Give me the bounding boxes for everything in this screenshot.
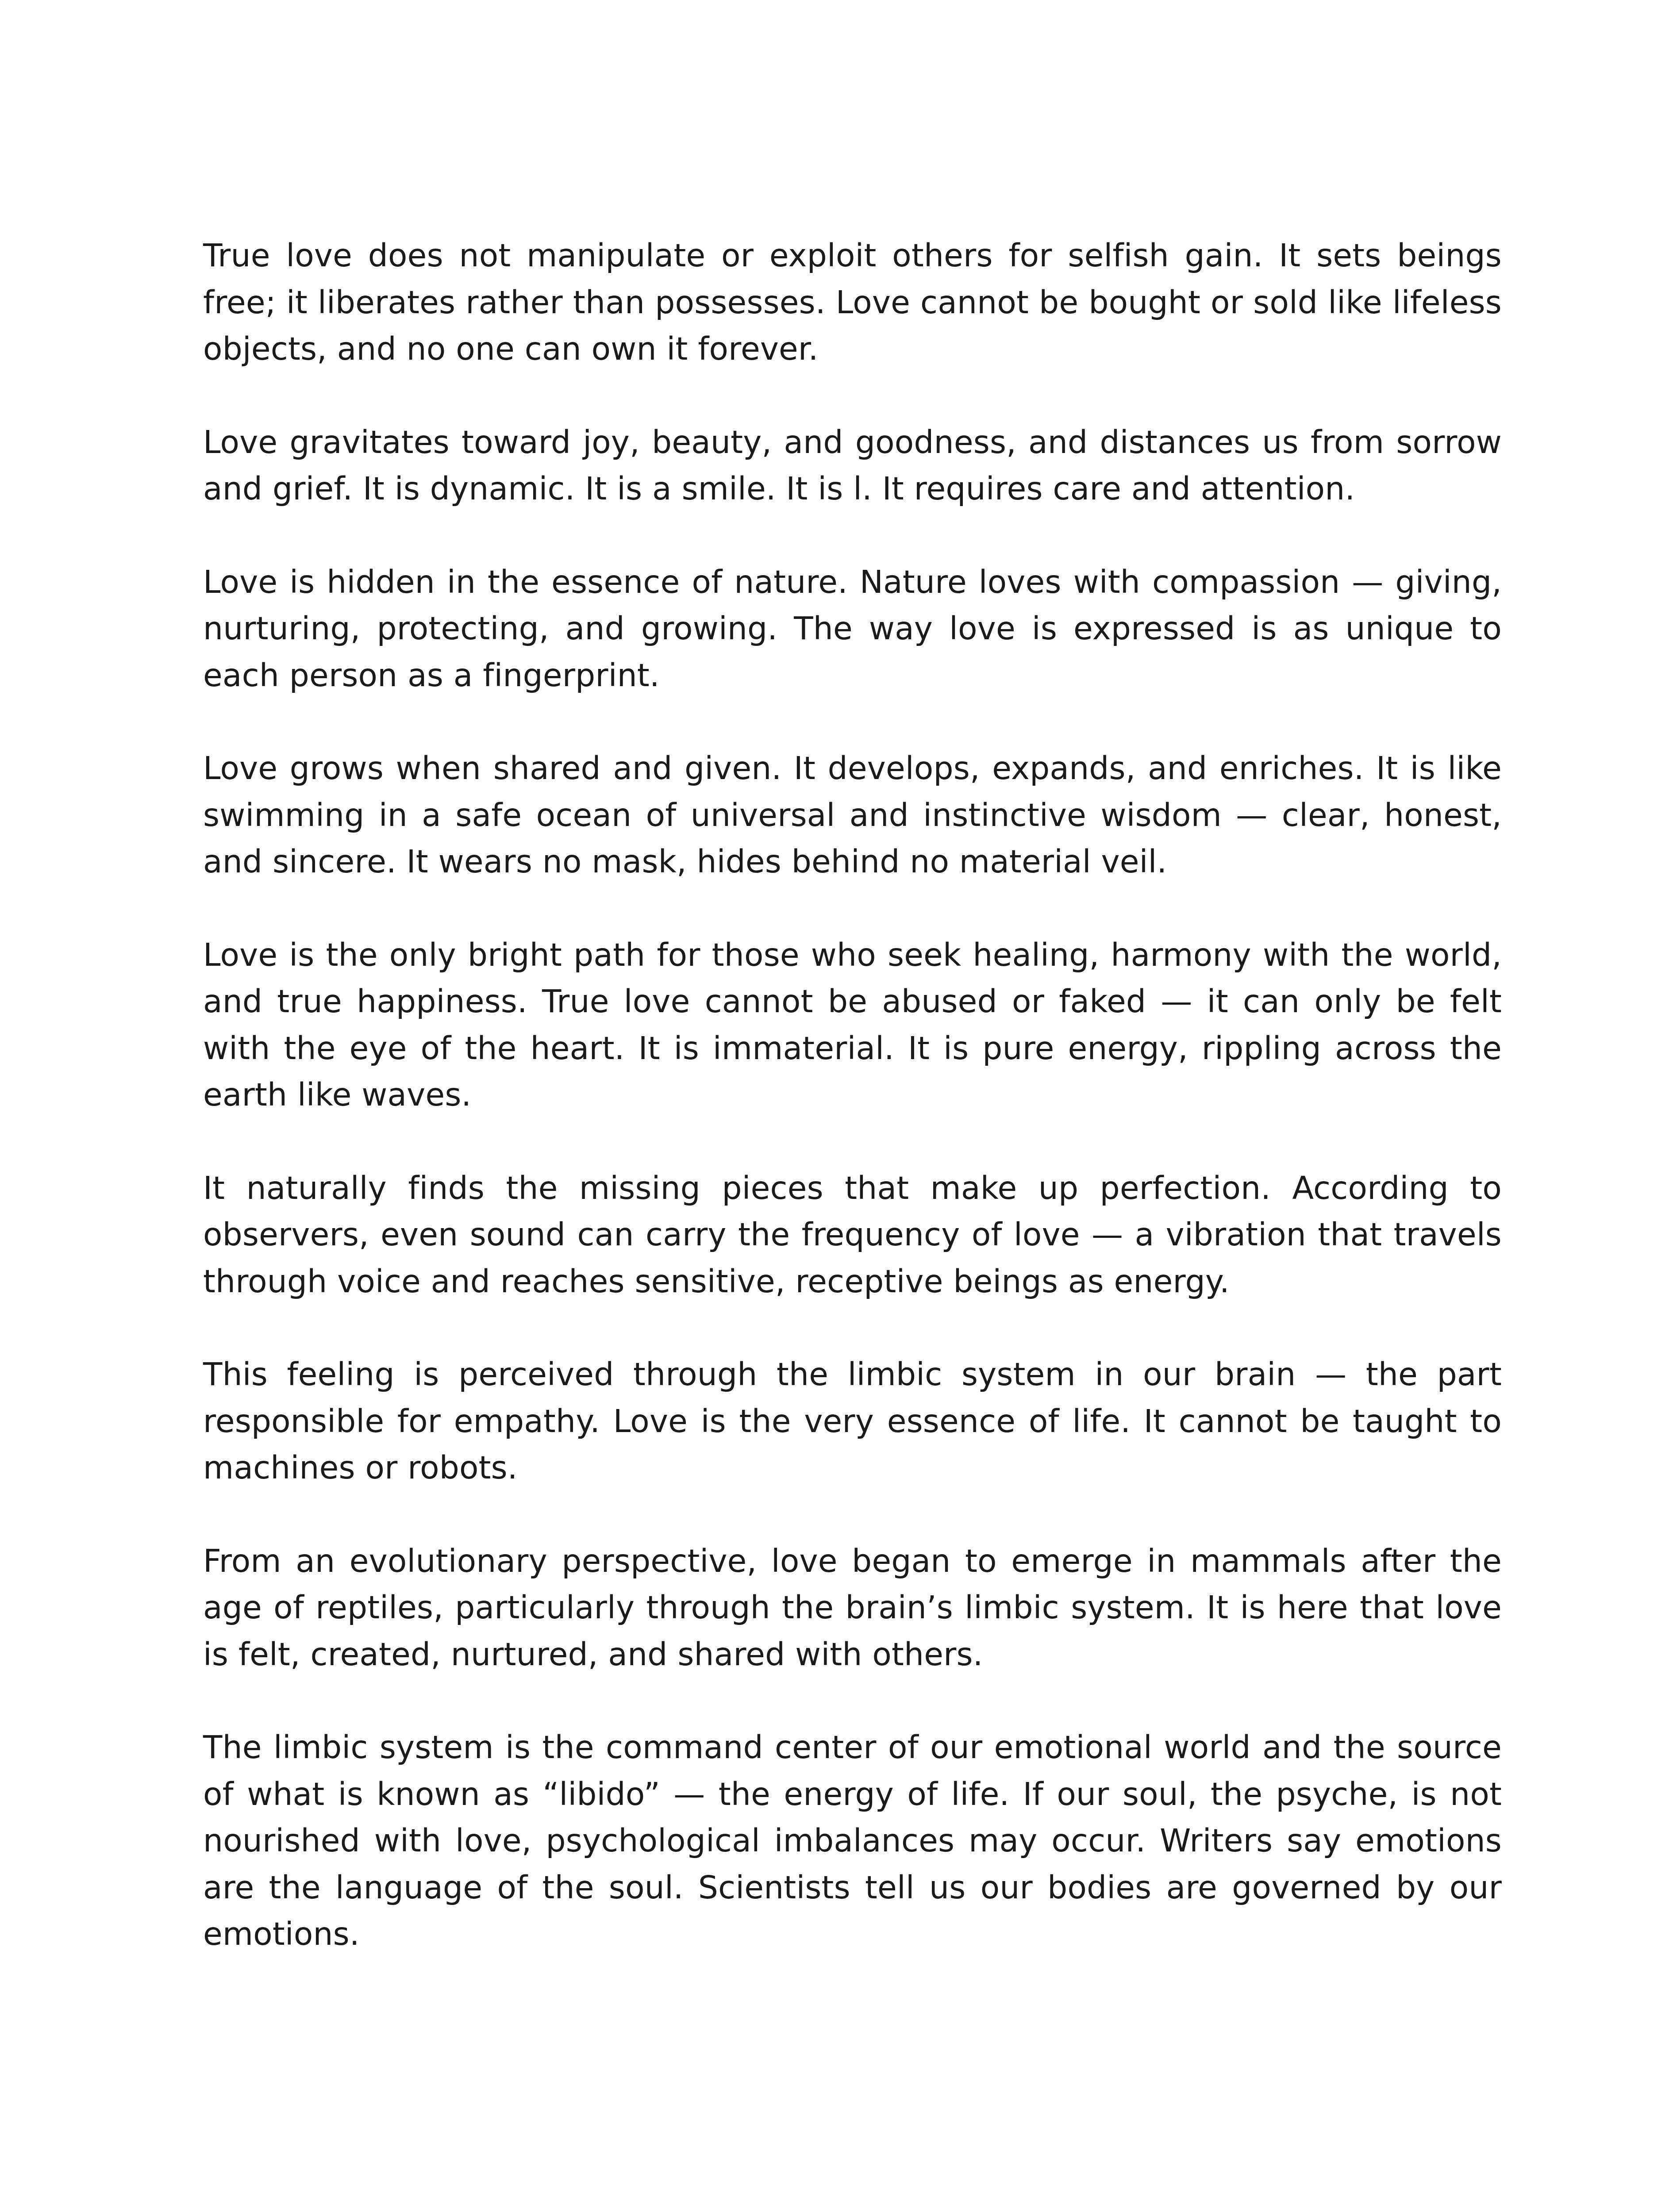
- paragraph-8: From an evolutionary perspective, love began to emerge in mammals after the age of reptiles, particularly through the brain’s limbic system. It is here that love is felt, created, nurtured, and shared with others.: [203, 1542, 1502, 1673]
- paragraph-4: Love grows when shared and given. It develops, expands, and enriches. It is like swimming in a safe ocean of universal and instinctive wisdom — clear, honest, and sincere. It wears no mask, hides behind no material veil.: [203, 750, 1502, 880]
- paragraph-2: Love gravitates toward joy, beauty, and goodness, and distances us from sorrow and grief. It is dynamic. It is a smile. It is l. It requires care and attention.: [203, 423, 1502, 507]
- paragraph-1: True love does not manipulate or exploit others for selfish gain. It sets beings free; it liberates rather than possesses. Love cannot be bought or sold like lifeless objects, and no one can own it forever.: [203, 237, 1502, 367]
- paragraph-5: Love is the only bright path for those who seek healing, harmony with the world, and true happiness. True love cannot be abused or faked — it can only be felt with the eye of the heart. It is immaterial. It is pure energy, rippling across the earth like waves.: [203, 936, 1502, 1113]
- body-text: [203, 232, 1502, 2004]
- paragraph-6: It naturally finds the missing pieces that make up perfection. According to observers, even sound can carry the frequency of love — a vibration that travels through voice and reaches sensitive, receptive beings as energy.: [203, 1169, 1502, 1300]
- paragraph-3: Love is hidden in the essence of nature. Nature loves with compassion — giving, nurturing, protecting, and growing. The way love is expressed is as unique to each person as a fingerprint.: [203, 563, 1502, 694]
- paragraph-9: The limbic system is the command center of our emotional world and the source of what is known as “libido” — the energy of life. If our soul, the psyche, is not nourished with love, psychological imbalances may occur. Writers say emotions are the language of the soul. Scientists tell us our bodies are governed by our emotions.: [203, 1729, 1502, 1952]
- paragraph-7: This feeling is perceived through the limbic system in our brain — the part responsible for empathy. Love is the very essence of life. It cannot be taught to machines or robots.: [203, 1356, 1502, 1486]
